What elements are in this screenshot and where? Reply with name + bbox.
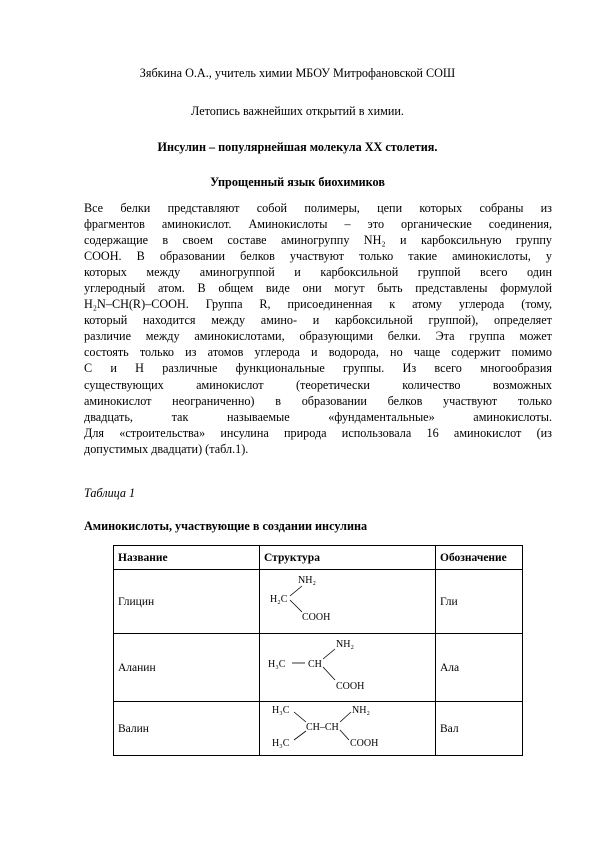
column-header-name: Название <box>114 546 260 570</box>
paragraph-line: который находится между амино- и карбоксильной группой), определяет <box>84 313 552 328</box>
bond-line <box>290 586 302 596</box>
column-header-abbr: Обозначение <box>436 546 523 570</box>
paragraph-line: различие между аминокислотами, образующими белки. Эта группа может <box>84 329 552 344</box>
amino-abbr: Вал <box>436 702 523 756</box>
amino-name: Глицин <box>114 570 260 634</box>
paragraph-line: содержащие в своем составе аминогруппу NH₂ и карбоксильную группу <box>84 233 552 248</box>
structure-h3c-bottom: H₃C <box>272 738 290 749</box>
structure-h2c: H₂C <box>270 594 288 605</box>
bond-line <box>294 712 306 722</box>
paragraph-line: Для «строительства» инсулина природа использовала 16 аминокислот (из <box>84 425 552 440</box>
structure-ch: CH <box>308 659 322 670</box>
table-row <box>114 570 523 634</box>
bond-line <box>323 649 335 659</box>
glycine-structure <box>260 570 431 630</box>
bond-line <box>290 600 302 612</box>
body-paragraph <box>84 200 552 457</box>
paragraph-line: H₂N–CH(R)–COOH. Группа R, присоединенная к атому углерода (тому, <box>84 297 552 312</box>
section-heading: Упрощенный язык биохимиков <box>210 175 385 189</box>
structure-chch: CH–CH <box>306 722 339 733</box>
structure-h3c: H₃C <box>268 659 286 670</box>
amino-abbr: Гли <box>436 570 523 634</box>
structure-cooh: COOH <box>350 738 379 749</box>
column-header-structure: Структура <box>260 546 436 570</box>
paragraph-line: Все белки представляют собой полимеры, цепи которых собраны из <box>84 201 552 215</box>
table-row <box>114 634 523 702</box>
amino-name: Аланин <box>114 634 260 702</box>
paragraph-line: допустимых двадцати) (табл.1). <box>84 441 249 456</box>
author-line: Зябкина О.А., учитель химии МБОУ Митрофановской СОШ <box>139 66 456 80</box>
paragraph-line: аминокислот неограниченно) в образовании белков участвуют только <box>84 393 552 408</box>
structure-formula <box>260 634 436 702</box>
valine-structure <box>260 702 431 752</box>
bond-line <box>340 730 349 740</box>
series-title: Летопись важнейших открытий в химии. <box>191 104 404 118</box>
paragraph-line: состоять только из атомов углерода и водорода, но чаще содержит помимо <box>84 345 552 360</box>
structure-cooh: COOH <box>336 681 365 692</box>
paragraph-line: С и Н различные функциональные группы. Из всего многообразия <box>84 361 552 376</box>
amino-abbr: Ала <box>436 634 523 702</box>
paragraph-line: СООН. В образовании белков участвуют только такие аминокислоты, у <box>84 249 552 264</box>
amino-name: Валин <box>114 702 260 756</box>
structure-formula <box>260 570 436 634</box>
table-caption: Аминокислоты, участвующие в создании инсулина <box>84 519 368 533</box>
structure-h3c-top: H₃C <box>272 705 290 716</box>
paragraph-line: углеродный атом. В общем виде они могут быть представлены формулой <box>84 281 552 296</box>
paragraph-line: существующих аминокислот (теоретически количество возможных <box>84 377 552 392</box>
bond-line <box>340 712 351 722</box>
structure-cooh: COOH <box>302 612 331 623</box>
structure-nh2: NH₂ <box>336 639 354 650</box>
table-row <box>114 702 523 756</box>
table-label: Таблица 1 <box>84 486 136 500</box>
structure-nh2: NH₂ <box>298 575 316 586</box>
structure-nh2: NH₂ <box>352 705 370 716</box>
structure-formula <box>260 702 436 756</box>
amino-acid-table <box>113 545 523 756</box>
paragraph-line: которых между аминогруппой и карбоксильной группой всего один <box>84 265 552 280</box>
paragraph-line: двадцать, так называемые «фундаментальные» аминокислоты. <box>84 409 552 424</box>
alanine-structure <box>260 634 431 698</box>
article-title: Инсулин – популярнейшая молекула XX столетия. <box>157 140 438 154</box>
paragraph-line: фрагментов аминокислот. Аминокислоты – это органические соединения, <box>84 217 552 232</box>
bond-line <box>294 731 306 740</box>
bond-line <box>323 667 335 680</box>
table-header-row <box>114 546 523 570</box>
